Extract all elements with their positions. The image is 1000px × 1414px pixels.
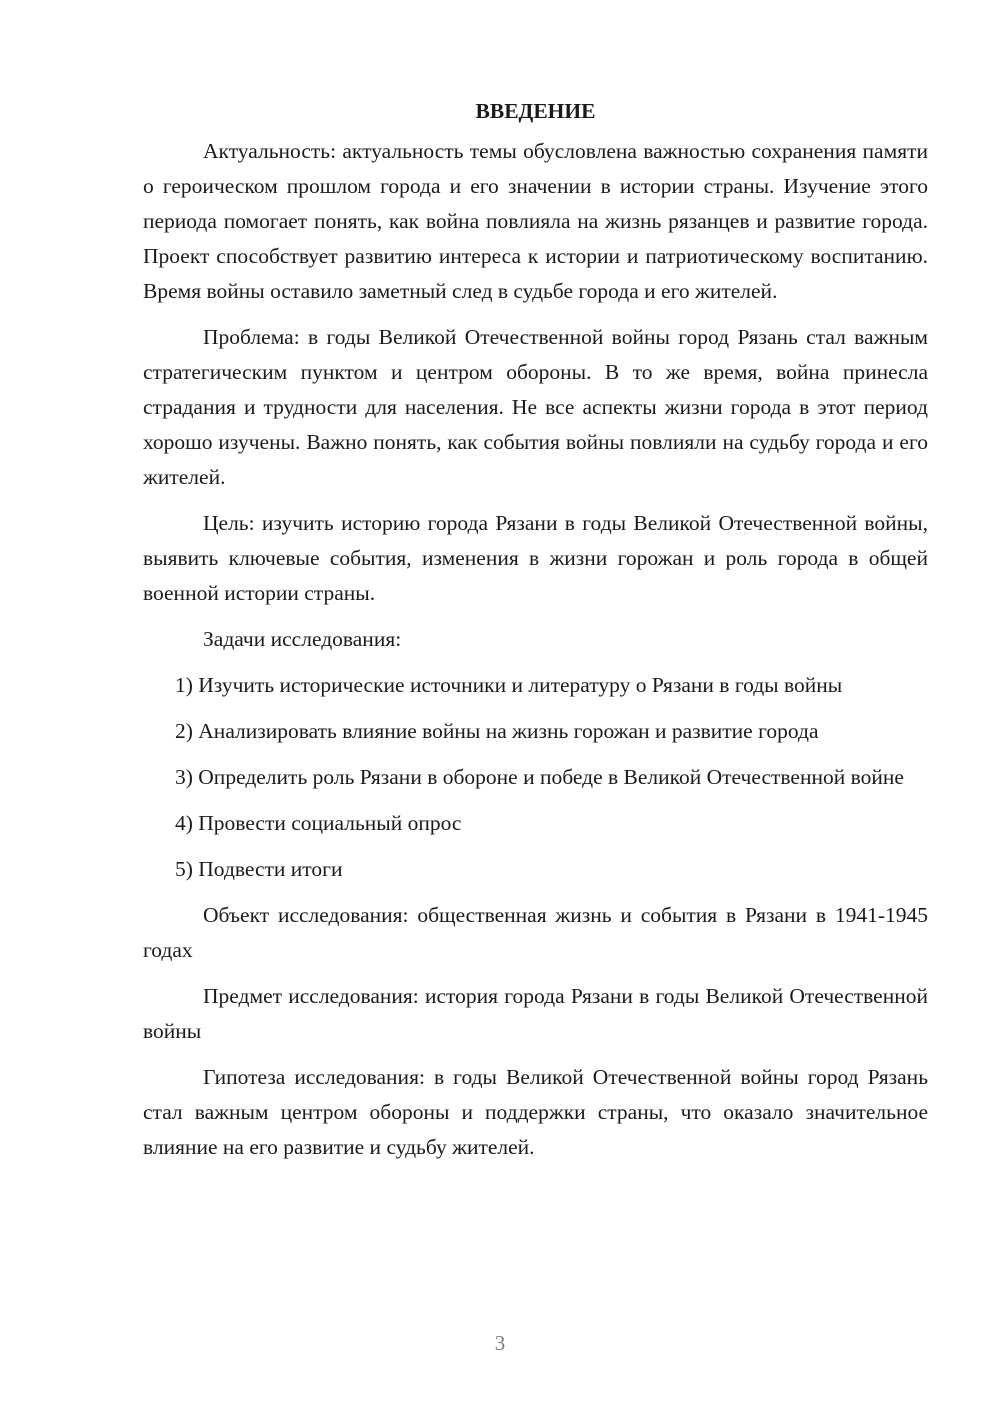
paragraph-relevance: Актуальность: актуальность темы обусловлена важностью сохранения памяти о героическом прошлом города и его значении в истории страны. Изучение этого периода помогает понять, как война повлияла на жизнь рязанцев и развитие города. Проект способствует развитию интереса к истории и патриотическому воспитанию. Время войны оставило заметный след в судьбе города и его жителей.	[143, 139, 928, 303]
document-page	[143, 96, 928, 1176]
paragraph-hypothesis: Гипотеза исследования: в годы Великой Отечественной войны город Рязань стал важным центром обороны и поддержки страны, что оказало значительное влияние на его развитие и судьбу жителей.	[143, 1065, 928, 1159]
paragraph-goal: Цель: изучить историю города Рязани в годы Великой Отечественной войны, выявить ключевые события, изменения в жизни горожан и роль города в общей военной истории страны.	[143, 511, 928, 605]
list-item: 5) Подвести итоги	[175, 857, 343, 881]
list-item: 4) Провести социальный опрос	[175, 811, 462, 835]
paragraph-tasks-heading: Задачи исследования:	[203, 627, 402, 651]
page-number: 3	[494, 1331, 506, 1355]
paragraph-subject: Предмет исследования: история города Рязани в годы Великой Отечественной войны	[143, 984, 928, 1043]
paragraph-problem: Проблема: в годы Великой Отечественной войны город Рязань стал важным стратегическим пунктом и центром обороны. В то же время, война принесла страдания и трудности для населения. Не все аспекты жизни города в этот период хорошо изучены. Важно понять, как события войны повлияли на судьбу города и его жителей.	[143, 325, 928, 489]
paragraph-object: Объект исследования: общественная жизнь и события в Рязани в 1941-1945 годах	[143, 903, 928, 962]
section-title: ВВЕДЕНИЕ	[475, 99, 596, 123]
task-list	[143, 668, 928, 887]
list-item: 1) Изучить исторические источники и литературу о Рязани в годы войны	[175, 673, 843, 697]
list-item: 3) Определить роль Рязани в обороне и победе в Великой Отечественной войне	[175, 765, 904, 789]
list-item: 2) Анализировать влияние войны на жизнь горожан и развитие города	[175, 719, 819, 743]
